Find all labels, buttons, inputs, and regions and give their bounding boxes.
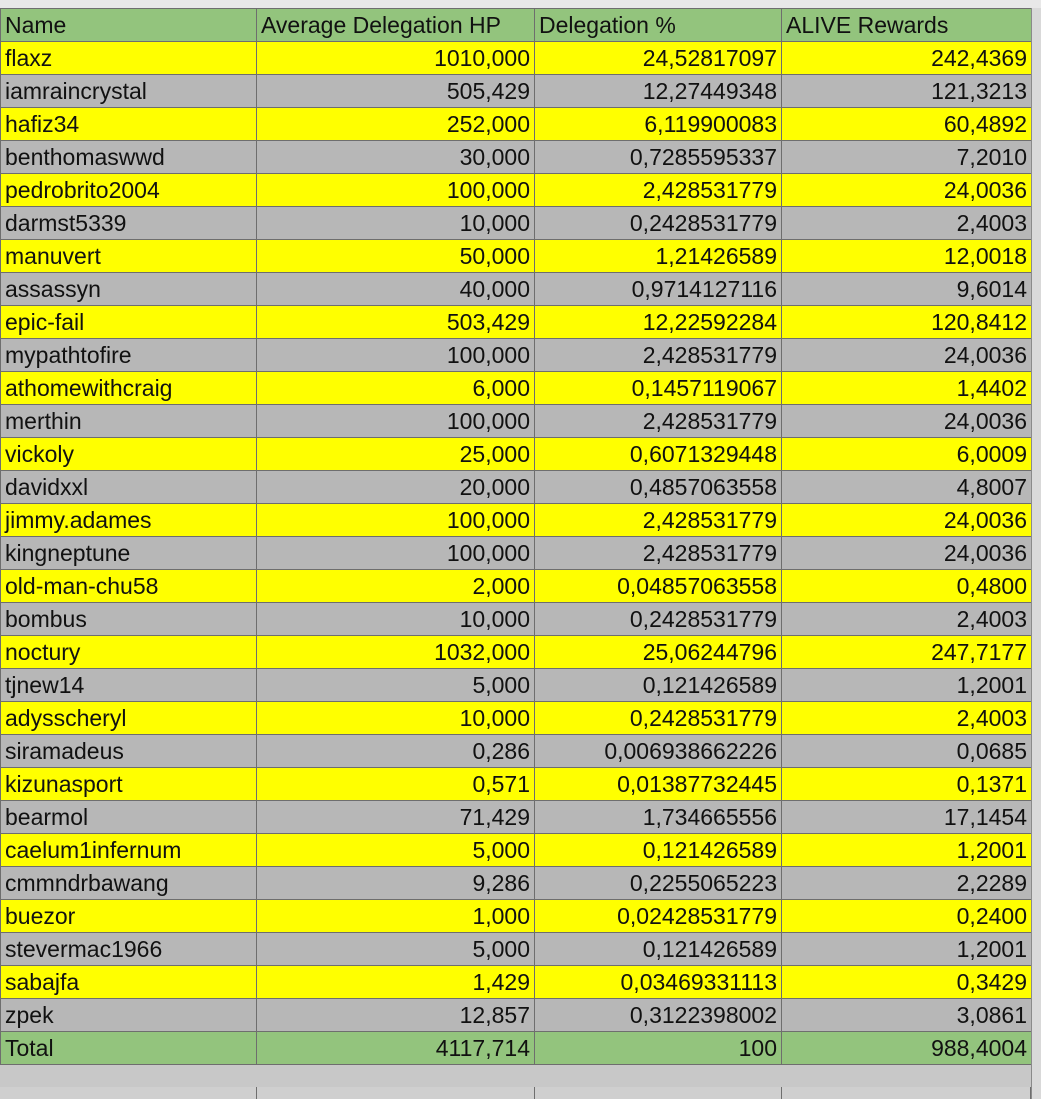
pct-cell[interactable]: 2,428531779 [535,174,782,207]
pct-cell[interactable]: 25,06244796 [535,636,782,669]
hp-cell[interactable]: 252,000 [257,108,535,141]
hp-cell[interactable]: 20,000 [257,471,535,504]
table-row [1,42,1032,75]
name-cell[interactable]: pedrobrito2004 [1,174,257,207]
hp-cell[interactable]: 1010,000 [257,42,535,75]
table-row [1,636,1032,669]
hp-cell[interactable]: 5,000 [257,933,535,966]
hp-cell[interactable]: 1,000 [257,900,535,933]
pct-cell[interactable]: 1,734665556 [535,801,782,834]
table-row [1,240,1032,273]
name-cell[interactable]: merthin [1,405,257,438]
hp-cell[interactable]: 0,571 [257,768,535,801]
pct-cell[interactable]: 1,21426589 [535,240,782,273]
pct-cell[interactable]: 0,6071329448 [535,438,782,471]
rewards-cell[interactable]: 60,4892 [782,108,1032,141]
table-row [1,867,1032,900]
table-row [1,900,1032,933]
table-row [1,471,1032,504]
hp-cell[interactable]: 6,000 [257,372,535,405]
total-hp-cell[interactable]: 4117,714 [257,1032,535,1065]
rewards-cell[interactable]: 0,4800 [782,570,1032,603]
table-row [1,141,1032,174]
rewards-cell[interactable]: 242,4369 [782,42,1032,75]
name-cell[interactable]: epic-fail [1,306,257,339]
header-hp-cell[interactable]: Average Delegation HP [257,9,535,42]
hp-cell[interactable]: 30,000 [257,141,535,174]
pct-cell[interactable]: 12,22592284 [535,306,782,339]
table-row [1,207,1032,240]
rewards-cell[interactable]: 6,0009 [782,438,1032,471]
name-cell[interactable]: assassyn [1,273,257,306]
table-row [1,537,1032,570]
table-row [1,75,1032,108]
name-cell[interactable]: flaxz [1,42,257,75]
name-cell[interactable]: old-man-chu58 [1,570,257,603]
rewards-cell[interactable]: 24,0036 [782,537,1032,570]
hp-cell[interactable]: 100,000 [257,339,535,372]
hp-cell[interactable]: 503,429 [257,306,535,339]
hp-cell[interactable]: 71,429 [257,801,535,834]
rewards-cell[interactable]: 2,4003 [782,702,1032,735]
pct-cell[interactable]: 12,27449348 [535,75,782,108]
rewards-cell[interactable]: 1,2001 [782,933,1032,966]
hp-cell[interactable]: 12,857 [257,999,535,1032]
header-pct-cell[interactable]: Delegation % [535,9,782,42]
table-row [1,999,1032,1032]
rewards-cell[interactable]: 4,8007 [782,471,1032,504]
name-cell[interactable]: caelum1infernum [1,834,257,867]
rewards-cell[interactable]: 12,0018 [782,240,1032,273]
header-row [1,9,1032,42]
name-cell[interactable]: davidxxl [1,471,257,504]
hp-cell[interactable]: 9,286 [257,867,535,900]
pct-cell[interactable]: 0,9714127116 [535,273,782,306]
rewards-cell[interactable]: 0,2400 [782,900,1032,933]
pct-cell[interactable]: 0,121426589 [535,933,782,966]
table-row [1,108,1032,141]
name-cell[interactable]: manuvert [1,240,257,273]
pct-cell[interactable]: 0,121426589 [535,669,782,702]
rewards-cell[interactable]: 2,2289 [782,867,1032,900]
name-cell[interactable]: vickoly [1,438,257,471]
pct-cell[interactable]: 2,428531779 [535,537,782,570]
name-cell[interactable]: kizunasport [1,768,257,801]
hp-cell[interactable]: 10,000 [257,207,535,240]
name-cell[interactable]: bombus [1,603,257,636]
rewards-cell[interactable]: 1,2001 [782,834,1032,867]
name-cell[interactable]: tjnew14 [1,669,257,702]
rewards-cell[interactable]: 1,2001 [782,669,1032,702]
rewards-cell[interactable]: 121,3213 [782,75,1032,108]
rewards-cell[interactable]: 2,4003 [782,207,1032,240]
table-row [1,174,1032,207]
name-cell[interactable]: buezor [1,900,257,933]
pct-cell[interactable]: 2,428531779 [535,339,782,372]
hp-cell[interactable]: 2,000 [257,570,535,603]
rewards-cell[interactable]: 0,0685 [782,735,1032,768]
pct-cell[interactable]: 0,2255065223 [535,867,782,900]
hp-cell[interactable]: 5,000 [257,834,535,867]
rewards-cell[interactable]: 9,6014 [782,273,1032,306]
pct-cell[interactable]: 0,03469331113 [535,966,782,999]
pct-cell[interactable]: 0,2428531779 [535,603,782,636]
hp-cell[interactable]: 50,000 [257,240,535,273]
name-cell[interactable]: mypathtofire [1,339,257,372]
hp-cell[interactable]: 505,429 [257,75,535,108]
hp-cell[interactable]: 25,000 [257,438,535,471]
rewards-cell[interactable]: 2,4003 [782,603,1032,636]
header-rewards-cell[interactable]: ALIVE Rewards [782,9,1032,42]
name-cell[interactable]: noctury [1,636,257,669]
pct-cell[interactable]: 0,2428531779 [535,702,782,735]
rewards-cell[interactable]: 120,8412 [782,306,1032,339]
next-empty-row[interactable] [0,1087,1031,1099]
name-cell[interactable]: sabajfa [1,966,257,999]
rewards-cell[interactable]: 1,4402 [782,372,1032,405]
table-row [1,702,1032,735]
rewards-cell[interactable]: 17,1454 [782,801,1032,834]
table-row [1,372,1032,405]
pct-cell[interactable]: 2,428531779 [535,405,782,438]
table-row [1,735,1032,768]
sheet-right-edge [1031,8,1041,1099]
table-row [1,966,1032,999]
rewards-cell[interactable]: 3,0861 [782,999,1032,1032]
name-cell[interactable]: hafiz34 [1,108,257,141]
total-label-cell[interactable]: Total [1,1032,257,1065]
rewards-cell[interactable]: 24,0036 [782,504,1032,537]
table-row [1,306,1032,339]
table-row [1,834,1032,867]
name-cell[interactable]: jimmy.adames [1,504,257,537]
pct-cell[interactable]: 0,04857063558 [535,570,782,603]
table-row [1,603,1032,636]
name-cell[interactable]: athomewithcraig [1,372,257,405]
hp-cell[interactable]: 1,429 [257,966,535,999]
delegation-rewards-table [0,8,1032,1065]
hp-cell[interactable]: 100,000 [257,174,535,207]
name-cell[interactable]: bearmol [1,801,257,834]
rewards-cell[interactable]: 7,2010 [782,141,1032,174]
total-row [1,1032,1032,1065]
rewards-cell[interactable]: 0,3429 [782,966,1032,999]
pct-cell[interactable]: 2,428531779 [535,504,782,537]
hp-cell[interactable]: 40,000 [257,273,535,306]
pct-cell[interactable]: 0,3122398002 [535,999,782,1032]
hp-cell[interactable]: 10,000 [257,603,535,636]
hp-cell[interactable]: 5,000 [257,669,535,702]
name-cell[interactable]: cmmndrbawang [1,867,257,900]
name-cell[interactable]: stevermac1966 [1,933,257,966]
hp-cell[interactable]: 1032,000 [257,636,535,669]
table-body [1,42,1032,1032]
pct-cell[interactable]: 0,7285595337 [535,141,782,174]
table-row [1,933,1032,966]
table-row [1,273,1032,306]
hp-cell[interactable]: 10,000 [257,702,535,735]
name-cell[interactable]: siramadeus [1,735,257,768]
pct-cell[interactable]: 0,2428531779 [535,207,782,240]
table-row [1,669,1032,702]
name-cell[interactable]: darmst5339 [1,207,257,240]
pct-cell[interactable]: 0,4857063558 [535,471,782,504]
table-row [1,801,1032,834]
name-cell[interactable]: adysscheryl [1,702,257,735]
table-row [1,438,1032,471]
rewards-cell[interactable]: 24,0036 [782,174,1032,207]
name-cell[interactable]: zpek [1,999,257,1032]
pct-cell[interactable]: 6,119900083 [535,108,782,141]
pct-cell[interactable]: 0,02428531779 [535,900,782,933]
name-cell[interactable]: iamraincrystal [1,75,257,108]
pct-cell[interactable]: 0,121426589 [535,834,782,867]
rewards-cell[interactable]: 24,0036 [782,339,1032,372]
hp-cell[interactable]: 0,286 [257,735,535,768]
table-row [1,504,1032,537]
hp-cell[interactable]: 100,000 [257,537,535,570]
pct-cell[interactable]: 24,52817097 [535,42,782,75]
pct-cell[interactable]: 0,1457119067 [535,372,782,405]
rewards-cell[interactable]: 247,7177 [782,636,1032,669]
total-pct-cell[interactable]: 100 [535,1032,782,1065]
table-row [1,768,1032,801]
rewards-cell[interactable]: 24,0036 [782,405,1032,438]
name-cell[interactable]: kingneptune [1,537,257,570]
hp-cell[interactable]: 100,000 [257,504,535,537]
header-name-cell[interactable]: Name [1,9,257,42]
hp-cell[interactable]: 100,000 [257,405,535,438]
pct-cell[interactable]: 0,006938662226 [535,735,782,768]
total-rewards-cell[interactable]: 988,4004 [782,1032,1032,1065]
table-row [1,405,1032,438]
name-cell[interactable]: benthomaswwd [1,141,257,174]
table-row [1,570,1032,603]
table-row [1,339,1032,372]
pct-cell[interactable]: 0,01387732445 [535,768,782,801]
rewards-cell[interactable]: 0,1371 [782,768,1032,801]
